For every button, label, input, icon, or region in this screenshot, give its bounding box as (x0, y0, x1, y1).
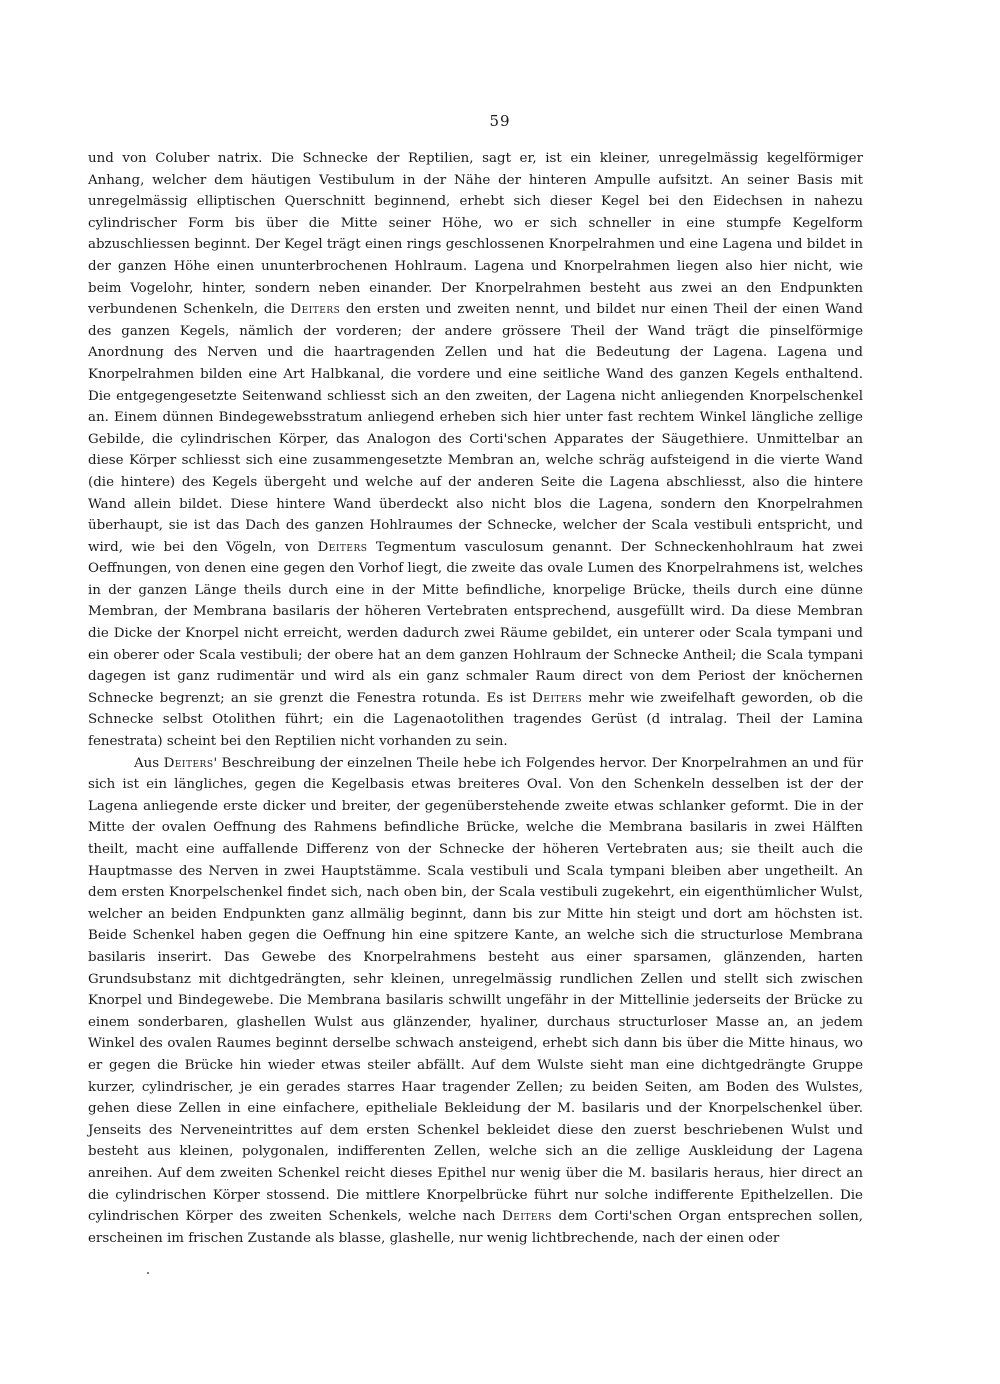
body-text (88, 148, 863, 1249)
author-name: Deiters (163, 755, 214, 771)
text-segment: Tegmentum vasculosum genannt. Der Schneckenhohlraum hat zwei Oeffnungen, von denen eine gegen den Vorhof liegt, die zweite das ovale Lumen des Knorpelrahmens ist, welches in der ganzen Länge theils durch eine in der Mitte befindliche, knorpelige Brücke, theils durch eine dünne Membran, der Membrana basilaris der höheren Vertebraten entsprechend, ausgefüllt wird. Da diese Membran die Dicke der Knorpel nicht erreicht, werden dadurch zwei Räume gebildet, ein unterer oder Scala tympani und ein oberer oder Scala vestibuli; der obere hat an dem ganzen Hohlraum der Schnecke Antheil; die Scala tympani dagegen ist ganz rudimentär und wird als ein ganz schmaler Raum direct von dem Periost der knöchernen Schnecke begrenzt; an sie grenzt die Fenestra rotunda. Es ist (88, 539, 863, 706)
author-name: Deiters (290, 302, 341, 318)
author-name: Deiters (502, 1209, 552, 1225)
text-segment: und von Coluber natrix. Die Schnecke der Reptilien, sagt er, ist ein kleiner, unregelmässig kegelförmiger Anhang, welcher dem häutigen Vestibulum in der Nähe der hinteren Ampulle aufsitzt. An seiner Basis mit unregelmässig elliptischen Querschnitt beginnend, erhebt sich dieser Kegel bei den Eidechsen in nahezu cylindrischer Form bis über die Mitte seiner Höhe, wo er sich schneller in eine stumpfe Kegelform abzuschliessen beginnt. Der Kegel trägt einen rings geschlossenen Knorpelrahmen und eine Lagena und bildet in der ganzen Höhe einen ununterbrochenen Hohlraum. Lagena und Knorpelrahmen liegen also hier nicht, wie beim Vogelohr, hinter, sondern neben einander. Der Knorpelrahmen besteht aus zwei an den Endpunkten verbundenen Schenkeln, die (88, 151, 863, 318)
paragraph (88, 753, 863, 1250)
paragraph (88, 148, 863, 753)
page-number: 59 (489, 112, 511, 130)
scan-speck (147, 1272, 149, 1274)
text-segment: mehr wie zweifelhaft geworden, ob die Schnecke selbst Otolithen führt; ein die Lagenaotolithen tragendes Gerüst (d intralag. Theil der Lamina fenestrata) scheint bei den Reptilien nicht vorhanden zu sein. (88, 690, 864, 750)
author-name: Deiters (317, 539, 368, 555)
author-name: Deiters (532, 690, 583, 706)
text-segment: dem Corti'schen Organ entsprechen sollen, erscheinen im frischen Zustande als blasse, glashelle, nur wenig lichtbrechende, nach der einen oder (88, 1209, 863, 1246)
text-segment: Aus (134, 755, 164, 771)
text-segment: den ersten und zweiten nennt, und bildet nur einen Theil der einen Wand des ganzen Kegels, nämlich der vorderen; der andere grössere Theil der Wand trägt die pinselförmige Anordnung des Nerven und die haartragenden Zellen und hat die Bedeutung der Lagena. Lagena und Knorpelrahmen bilden eine Art Halbkanal, die vordere und eine seitliche Wand des ganzen Kegels enthaltend. Die entgegengesetzte Seitenwand schliesst sich an den zweiten, der Lagena nicht anliegenden Knorpelschenkel an. Einem dünnen Bindegewebsstratum anliegend erheben sich hier unter fast rechtem Winkel längliche zellige Gebilde, die cylindrischen Körper, das Analogon des Corti'schen Apparates der Säugethiere. Unmittelbar an diese Körper schliesst sich eine zusammengesetzte Membran an, welche schräg aufsteigend in die vierte Wand (die hintere) des Kegels übergeht und welche auf der anderen Seite die Lagena abschliesst, also die hintere Wand allein bildet. Diese hintere Wand überdeckt also nicht blos die Lagena, sondern den Knorpelrahmen überhaupt, sie ist das Dach des ganzen Hohlraumes der Schnecke, welcher der Scala vestibuli entspricht, und wird, wie bei den Vögeln, von (88, 302, 863, 555)
text-segment: ' Beschreibung der einzelnen Theile hebe ich Folgendes hervor. Der Knorpelrahmen an und für sich ist ein längliches, gegen die Kegelbasis etwas breiteres Oval. Von den Schenkeln desselben ist der der Lagena anliegende erste dicker und breiter, der gegenüberstehende zweite etwas schlanker geformt. Die in der Mitte der ovalen Oeffnung des Rahmens befindliche Brücke, welche die Membrana basilaris in zwei Hälften theilt, macht eine auffallende Differenz von der Schnecke der höheren Vertebraten aus; sie theilt auch die Hauptmasse des Nerven in zwei Hauptstämme. Scala vestibuli und Scala tympani bleiben aber ungetheilt. An dem ersten Knorpelschenkel findet sich, nach oben bin, der Scala vestibuli zugekehrt, ein eigenthümlicher Wulst, welcher an beiden Endpunkten ganz allmälig beginnt, dann bis zur Mitte hin steigt und dort am höchsten ist. Beide Schenkel haben gegen die Oeffnung hin eine spitzere Kante, an welche sich die structurlose Membrana basilaris inserirt. Das Gewebe des Knorpelrahmens besteht aus einer sparsamen, glänzenden, harten Grundsubstanz mit dichtgedrängten, sehr kleinen, unregelmässig rundlichen Zellen und stellt sich zwischen Knorpel und Bindegewebe. Die Membrana basilaris schwillt ungefähr in der Mittellinie jederseits der Brücke zu einem sonderbaren, glashellen Wulst aus glänzender, hyaliner, durchaus structurloser Masse an, an jedem Winkel des ovalen Raumes beginnt derselbe schwach ansteigend, erhebt sich dann bis über die Mitte hinaus, wo er gegen die Brücke hin wieder etwas steiler abfällt. Auf dem Wulste sieht man eine dichtgedrängte Gruppe kurzer, cylindrischer, je ein gerades starres Haar tragender Zellen; zu beiden Seiten, am Boden des Wulstes, gehen diese Zellen in eine einfachere, epitheliale Bekleidung der M. basilaris und der Knorpelschenkel über. Jenseits des Nerveneintrittes auf dem ersten Schenkel bekleidet diese den zuerst beschriebenen Wulst und besteht aus kleinen, polygonalen, indifferenten Zellen, welche sich an die zellige Auskleidung der Lagena anreihen. Auf dem zweiten Schenkel reicht dieses Epithel nur wenig über die M. basilaris heraus, hier direct an die cylindrischen Körper stossend. Die mittlere Knorpelbrücke führt nur solche indifferente Epithelzellen. Die cylindrischen Körper des zweiten Schenkels, welche nach (88, 755, 863, 1225)
